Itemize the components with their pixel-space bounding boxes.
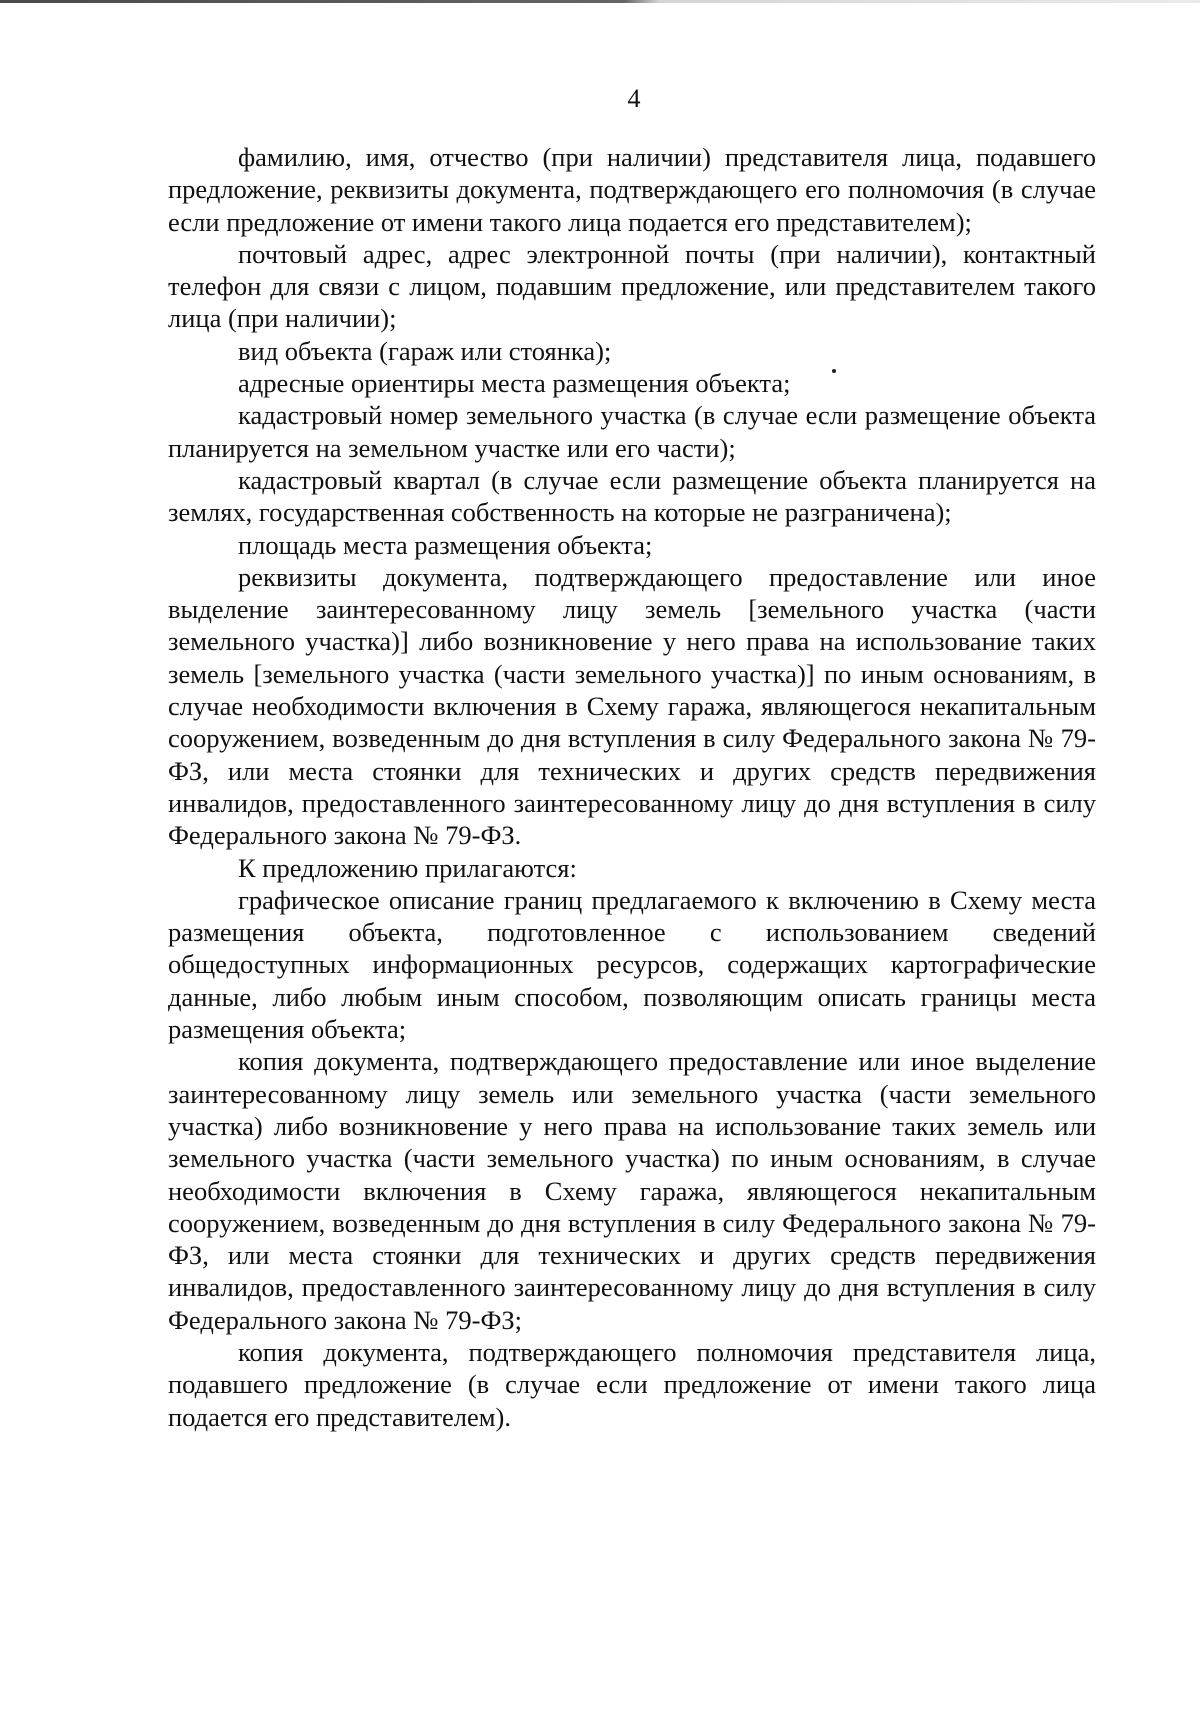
scan-top-edge	[0, 0, 1200, 3]
paragraph-graphic-description: графическое описание границ предлагаемого к включению в Схему места размещения объекта, подготовленное с использованием сведений общедоступных информационных ресурсов, содержащих картографические данные, либо любым иным способом, позволяющим описать границы места размещения объекта;	[168, 884, 1096, 1045]
scan-speck	[832, 369, 836, 373]
paragraph-area: площадь места размещения объекта;	[238, 529, 653, 560]
paragraph-representative-name: фамилию, имя, отчество (при наличии) представителя лица, подавшего предложение, реквизиты документа, подтверждающего его полномочия (в случае если предложение от имени такого лица подается его представителем);	[168, 142, 1096, 237]
paragraph-object-type: вид объекта (гараж или стоянка);	[238, 335, 612, 366]
document-body	[168, 141, 1096, 1433]
paragraph-cadastral-quarter: кадастровый квартал (в случае если размещение объекта планируется на землях, государственная собственность на которые не разграничена);	[168, 464, 1096, 528]
paragraph-postal-address: почтовый адрес, адрес электронной почты (при наличии), контактный телефон для связи с лицом, подавшим предложение, или представителем такого лица (при наличии);	[168, 238, 1096, 334]
paragraph-document-copy: копия документа, подтверждающего предоставление или иное выделение заинтересованному лицу земель или земельного участка (части земельного участка) либо возникновение у него права на использование таких земель или земельного участка (части земельного участка) по иным основаниям, в случае необходимости включения в Схему гаража, являющегося некапитальным сооружением, возведенным до дня вступления в силу Федерального закона № 79-ФЗ, или места стоянки для технических и других средств передвижения инвалидов, предоставленного заинтересованному лицу до дня вступления в силу Федерального закона № 79-ФЗ;	[168, 1046, 1096, 1335]
page-number: 4	[627, 84, 641, 113]
paragraph-cadastral-number: кадастровый номер земельного участка (в случае если размещение объекта планируется на земельном участке или его части);	[168, 400, 1096, 463]
paragraph-document-details: реквизиты документа, подтверждающего предоставление или иное выделение заинтересованному лицу земель [земельного участка (части земельного участка)] либо возникновение у него права на использование таких земель [земельного участка (части земельного участка)] по иным основаниям, в случае необходимости включения в Схему гаража, являющегося некапитальным сооружением, возведенным до дня вступления в силу Федерального закона № 79-ФЗ, или места стоянки для технических и других средств передвижения инвалидов, предоставленного заинтересованному лицу до дня вступления в силу Федерального закона № 79-ФЗ.	[168, 561, 1096, 851]
paragraph-attachments-heading: К предложению прилагаются:	[238, 852, 577, 883]
paragraph-authority-copy: копия документа, подтверждающего полномочия представителя лица, подавшего предложение (в случае если предложение от имени такого лица подается его представителем).	[168, 1336, 1096, 1432]
paragraph-address-landmarks: адресные ориентиры места размещения объекта;	[238, 368, 791, 399]
